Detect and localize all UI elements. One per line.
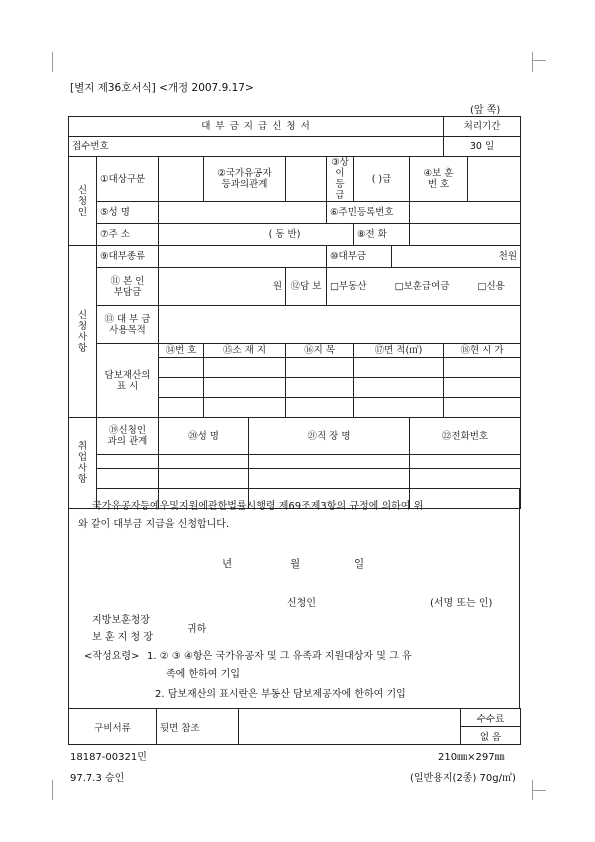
collateral-col-area: ⑰면 적(㎡) [354, 344, 444, 358]
collateral-col-location: ⑮소 재 지 [204, 344, 286, 358]
name-label: ⑤성 명 [97, 202, 159, 224]
collateral-benefit-checkbox[interactable]: □보훈급여금 [394, 281, 450, 292]
phone-label: ⑧전 화 [354, 224, 410, 246]
documents-blank [239, 709, 461, 745]
loan-type-label: ⑨대부종류 [97, 246, 159, 268]
applicant-section-label: 신 청 인 [69, 157, 97, 246]
relation-field[interactable] [286, 157, 327, 202]
applicant-signature-label: 신청인 [287, 598, 316, 609]
collateral-col-number: ⑭번 호 [159, 344, 204, 358]
form-title: 대 부 금 지 급 신 청 서 [69, 117, 444, 137]
loan-type-field[interactable] [159, 246, 327, 268]
address-label: ⑦주 소 [97, 224, 159, 246]
documents-label: 구비서류 [69, 709, 157, 745]
instruction-1-line2: 족에 한하여 기입 [166, 669, 240, 680]
application-section-label: 신 청 사 항 [69, 246, 97, 418]
relation-label: ②국가유공자 등과의관계 [204, 157, 286, 202]
loan-purpose-field[interactable] [159, 306, 521, 344]
paper-size: 210㎜×297㎜ [438, 752, 505, 763]
veteran-number-field[interactable] [468, 157, 521, 202]
processing-period-label: 처리기간 [444, 117, 521, 137]
employment-col-phone: ㉒전화번호 [410, 418, 521, 455]
honorific: 귀하 [187, 624, 207, 635]
doc-code: 18187-00321민 [70, 752, 147, 763]
employment-col-name: ⑳성 명 [159, 418, 249, 455]
approval-date: 97.7.3 승인 [70, 773, 125, 784]
loan-purpose-label: ⑬ 대 부 금 사용목적 [97, 306, 159, 344]
self-burden-field[interactable]: 원 [159, 268, 286, 306]
grade-label: ③상 이 등 급 [327, 157, 354, 202]
processing-period-value: 30 일 [444, 137, 521, 157]
table-row [69, 469, 521, 489]
veteran-number-label: ④보 훈 번 호 [410, 157, 468, 202]
declaration-line1: 국가유공자등예우및지원에관한법률시행령 제69조제3항의 규정에 의하여 위 [92, 501, 424, 512]
date-year: 년 [222, 558, 233, 570]
crop-mark [52, 780, 53, 800]
documents-table [68, 708, 521, 745]
phone-field[interactable] [410, 224, 521, 246]
paper-type: (일반용지(2종) 70g/㎡) [410, 773, 516, 784]
crop-mark [532, 60, 546, 61]
instruction-2: 2. 담보재산의 표시란은 부동산 담보제공자에 한하여 기입 [155, 689, 406, 700]
loan-amount-field[interactable]: 천원 [392, 246, 521, 268]
crop-mark [532, 52, 533, 72]
form-number: [별지 제36호서식] <개정 2007.9.17> [70, 82, 254, 94]
instructions-label: <작성요령> [84, 651, 140, 662]
declaration-line2: 와 같이 대부금 지급을 신청합니다. [78, 519, 230, 530]
target-type-field[interactable] [159, 157, 204, 202]
target-type-label: ①대상구분 [97, 157, 159, 202]
resident-number-field[interactable] [410, 202, 521, 224]
collateral-real-estate-checkbox[interactable]: □부동산 [330, 281, 367, 292]
crop-mark [532, 790, 546, 791]
self-burden-label: ⑪ 본 인 부담금 [97, 268, 159, 306]
recipient-line2: 보 훈 지 청 장 [92, 632, 154, 643]
collateral-label: ⑫담 보 [286, 268, 327, 306]
page-side: (앞 쪽) [470, 105, 501, 116]
date-day: 일 [354, 558, 365, 570]
documents-value: 뒷면 참조 [157, 709, 239, 745]
receipt-number-label: 접수번호 [69, 137, 444, 157]
crop-mark [52, 52, 53, 72]
collateral-display-label: 담보재산의 표 시 [97, 344, 159, 418]
employment-col-workplace: ㉑직 장 명 [249, 418, 410, 455]
loan-amount-label: ⑩대부금 [327, 246, 392, 268]
instruction-1-line1: 1. ② ③ ④항은 국가유공자 및 그 유족과 지원대상자 및 그 유 [147, 651, 412, 662]
resident-number-label: ⑥주민등록번호 [327, 202, 410, 224]
application-form [68, 116, 521, 509]
address-field[interactable]: ( 동 반) [159, 224, 354, 246]
recipient-line1: 지방보훈청장 [92, 615, 150, 626]
table-row [69, 455, 521, 469]
collateral-options [327, 268, 521, 306]
employment-relation-label: ⑲신청인 과의 관계 [97, 418, 159, 455]
collateral-col-value: ⑱현 시 가 [444, 344, 521, 358]
employment-section-label: 취 업 사 항 [69, 418, 97, 509]
signature-hint: (서명 또는 인) [430, 598, 493, 609]
name-field[interactable] [159, 202, 327, 224]
collateral-col-land-type: ⑯지 목 [286, 344, 354, 358]
fee-value: 없 음 [461, 727, 521, 745]
fee-label: 수수료 [461, 709, 521, 727]
grade-field[interactable]: ( )급 [354, 157, 410, 202]
date-month: 월 [290, 558, 301, 570]
collateral-credit-checkbox[interactable]: □신용 [477, 281, 505, 292]
